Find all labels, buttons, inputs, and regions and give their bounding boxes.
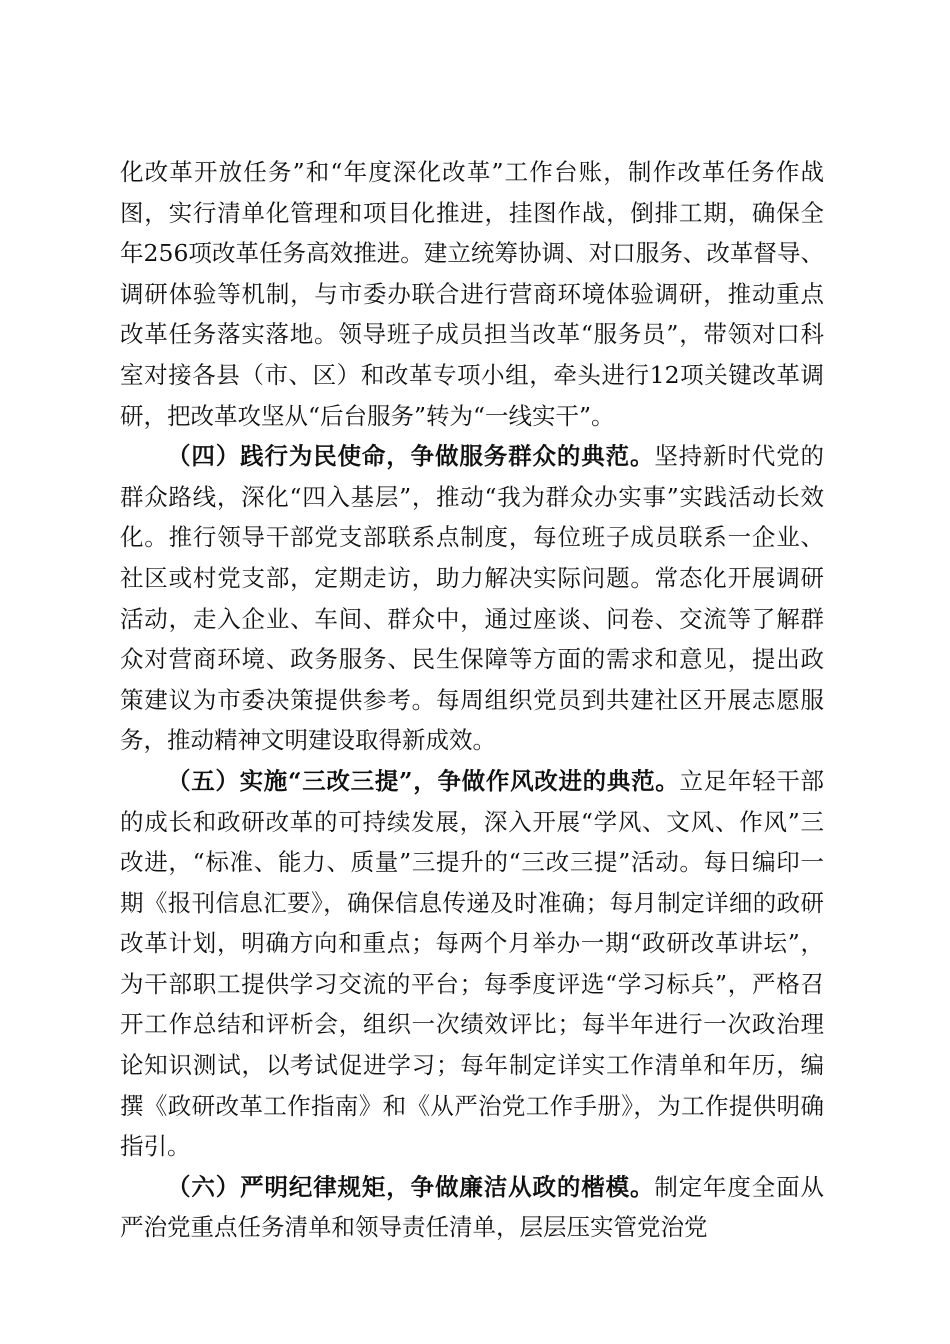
section-4-heading: （四）践行为民使命，争做服务群众的典范。 — [167, 442, 655, 471]
paragraph-4-text: 制定年度全面从严治党重点任务清单和领导责任清单，层层压实管党治党 — [120, 1172, 825, 1242]
paragraph-1 — [120, 152, 824, 436]
paragraph-2 — [120, 436, 824, 761]
paragraph-3-text: 立足年轻干部的成长和政研改革的可持续发展，深入开展“学风、文风、作风”三改进，“标准、能力、质量”三提升的“三改三提”活动。每日编印一期《报刊信息汇要》，确保信息传递及时准确；每月制定详细的政研改革计划，明确方向和重点；每两个月举办一期“政研改革讲坛”，为干部职工提供学习交流的平台；每季度评选“学习标兵”，严格召开工作总结和评析会，组织一次绩效评比；每半年进行一次政治理论知识测试，以考试促进学习；每年制定详实工作清单和年历，编撰《政研改革工作指南》和《从严治党工作手册》，为工作提供明确指引。 — [120, 766, 824, 1161]
paragraph-4 — [120, 1167, 824, 1248]
document-page — [120, 152, 824, 1248]
paragraph-1-text: 化改革开放任务”和“年度深化改革”工作台账，制作改革任务作战图，实行清单化管理和项目化推进，挂图作战，倒排工期，确保全年256项改革任务高效推进。建立统筹协调、对口服务、改革督导、调研体验等机制，与市委办联合进行营商环境体验调研，推动重点改革任务落实落地。领导班子成员担当改革“服务员”，带领对口科室对接各县（市、区）和改革专项小组，牵头进行12项关键改革调研，把改革攻坚从“后台服务”转为“一线实干”。 — [120, 158, 824, 430]
section-5-heading: （五）实施“三改三提”，争做作风改进的典范。 — [167, 766, 680, 795]
section-6-heading: （六）严明纪律规矩，争做廉洁从政的楷模。 — [167, 1172, 655, 1201]
paragraph-2-text: 坚持新时代党的群众路线，深化“四入基层”，推动“我为群众办实事”实践活动长效化。推行领导干部党支部联系点制度，每位班子成员联系一企业、社区或村党支部，定期走访，助力解决实际问题。常态化开展调研活动，走入企业、车间、群众中，通过座谈、问卷、交流等了解群众对营商环境、政务服务、民生保障等方面的需求和意见，提出政策建议为市委决策提供参考。每周组织党员到共建社区开展志愿服务，推动精神文明建设取得新成效。 — [120, 442, 825, 755]
paragraph-3 — [120, 761, 824, 1167]
